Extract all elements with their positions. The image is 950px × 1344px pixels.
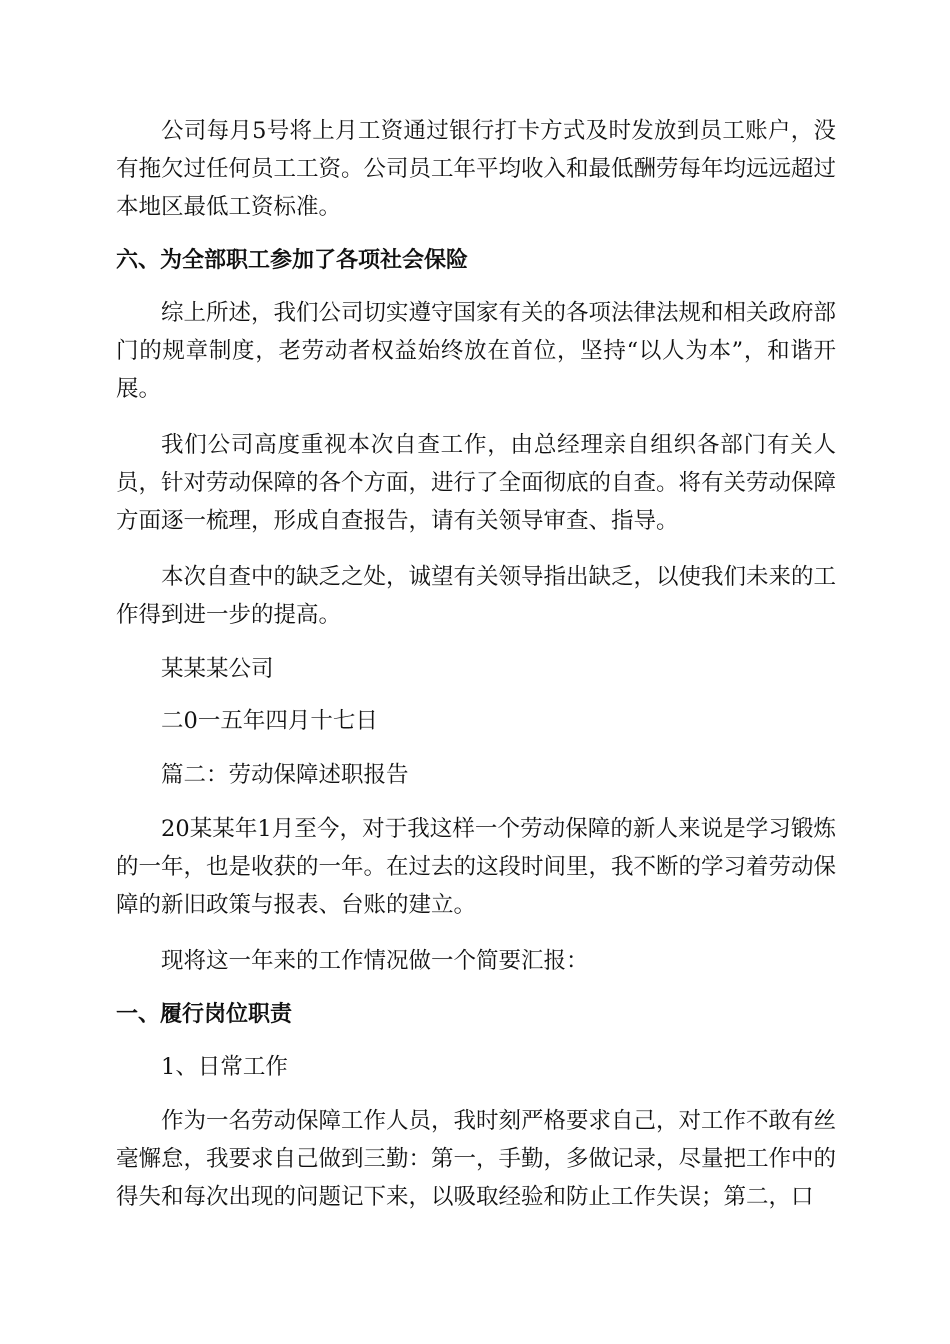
paragraph-self-inspection: 我们公司高度重视本次自查工作，由总经理亲自组织各部门有关人员，针对劳动保障的各个方面，进行了全面彻底的自查。将有关劳动保障方面逐一梳理，形成自查报告，请有关领导审查、指导。 (116, 432, 837, 534)
paragraph-intro: 20某某年1月至今，对于我这样一个劳动保障的新人来说是学习锻炼的一年，也是收获的一年。在过去的这段时间里，我不断的学习着劳动保障的新旧政策与报表、台账的建立。 (116, 816, 837, 918)
company-signature: 某某某公司 (161, 656, 274, 682)
paragraph-report-lead: 现将这一年来的工作情况做一个简要汇报： (161, 948, 589, 974)
paragraph-salary-payment: 公司每月5号将上月工资通过银行打卡方式及时发放到员工账户，没有拖欠过任何员工工资。公司员工年平均收入和最低酬劳每年均远远超过本地区最低工资标准。 (116, 118, 837, 220)
paragraph-shortcomings: 本次自查中的缺乏之处，诚望有关领导指出缺乏，以使我们未来的工作得到进一步的提高。 (116, 564, 837, 628)
subheading-daily-work: 1、日常工作 (161, 1054, 288, 1080)
article-two-title: 篇二：劳动保障述职报告 (161, 762, 409, 788)
paragraph-daily-work: 作为一名劳动保障工作人员，我时刻严格要求自己，对工作不敢有丝毫懈怠，我要求自己做到三勤：第一，手勤，多做记录，尽量把工作中的得失和每次出现的问题记下来，以吸取经验和防止工作失误；第二，口 (116, 1108, 837, 1210)
signature-date: 二0一五年四月十七日 (161, 708, 378, 734)
section-heading-duties: 一、履行岗位职责 (116, 1002, 293, 1027)
section-heading-social-insurance: 六、为全部职工参加了各项社会保险 (116, 248, 469, 273)
paragraph-summary: 综上所述，我们公司切实遵守国家有关的各项法律法规和相关政府部门的规章制度，老劳动者权益始终放在首位，坚持“以人为本”，和谐开展。 (116, 300, 837, 402)
